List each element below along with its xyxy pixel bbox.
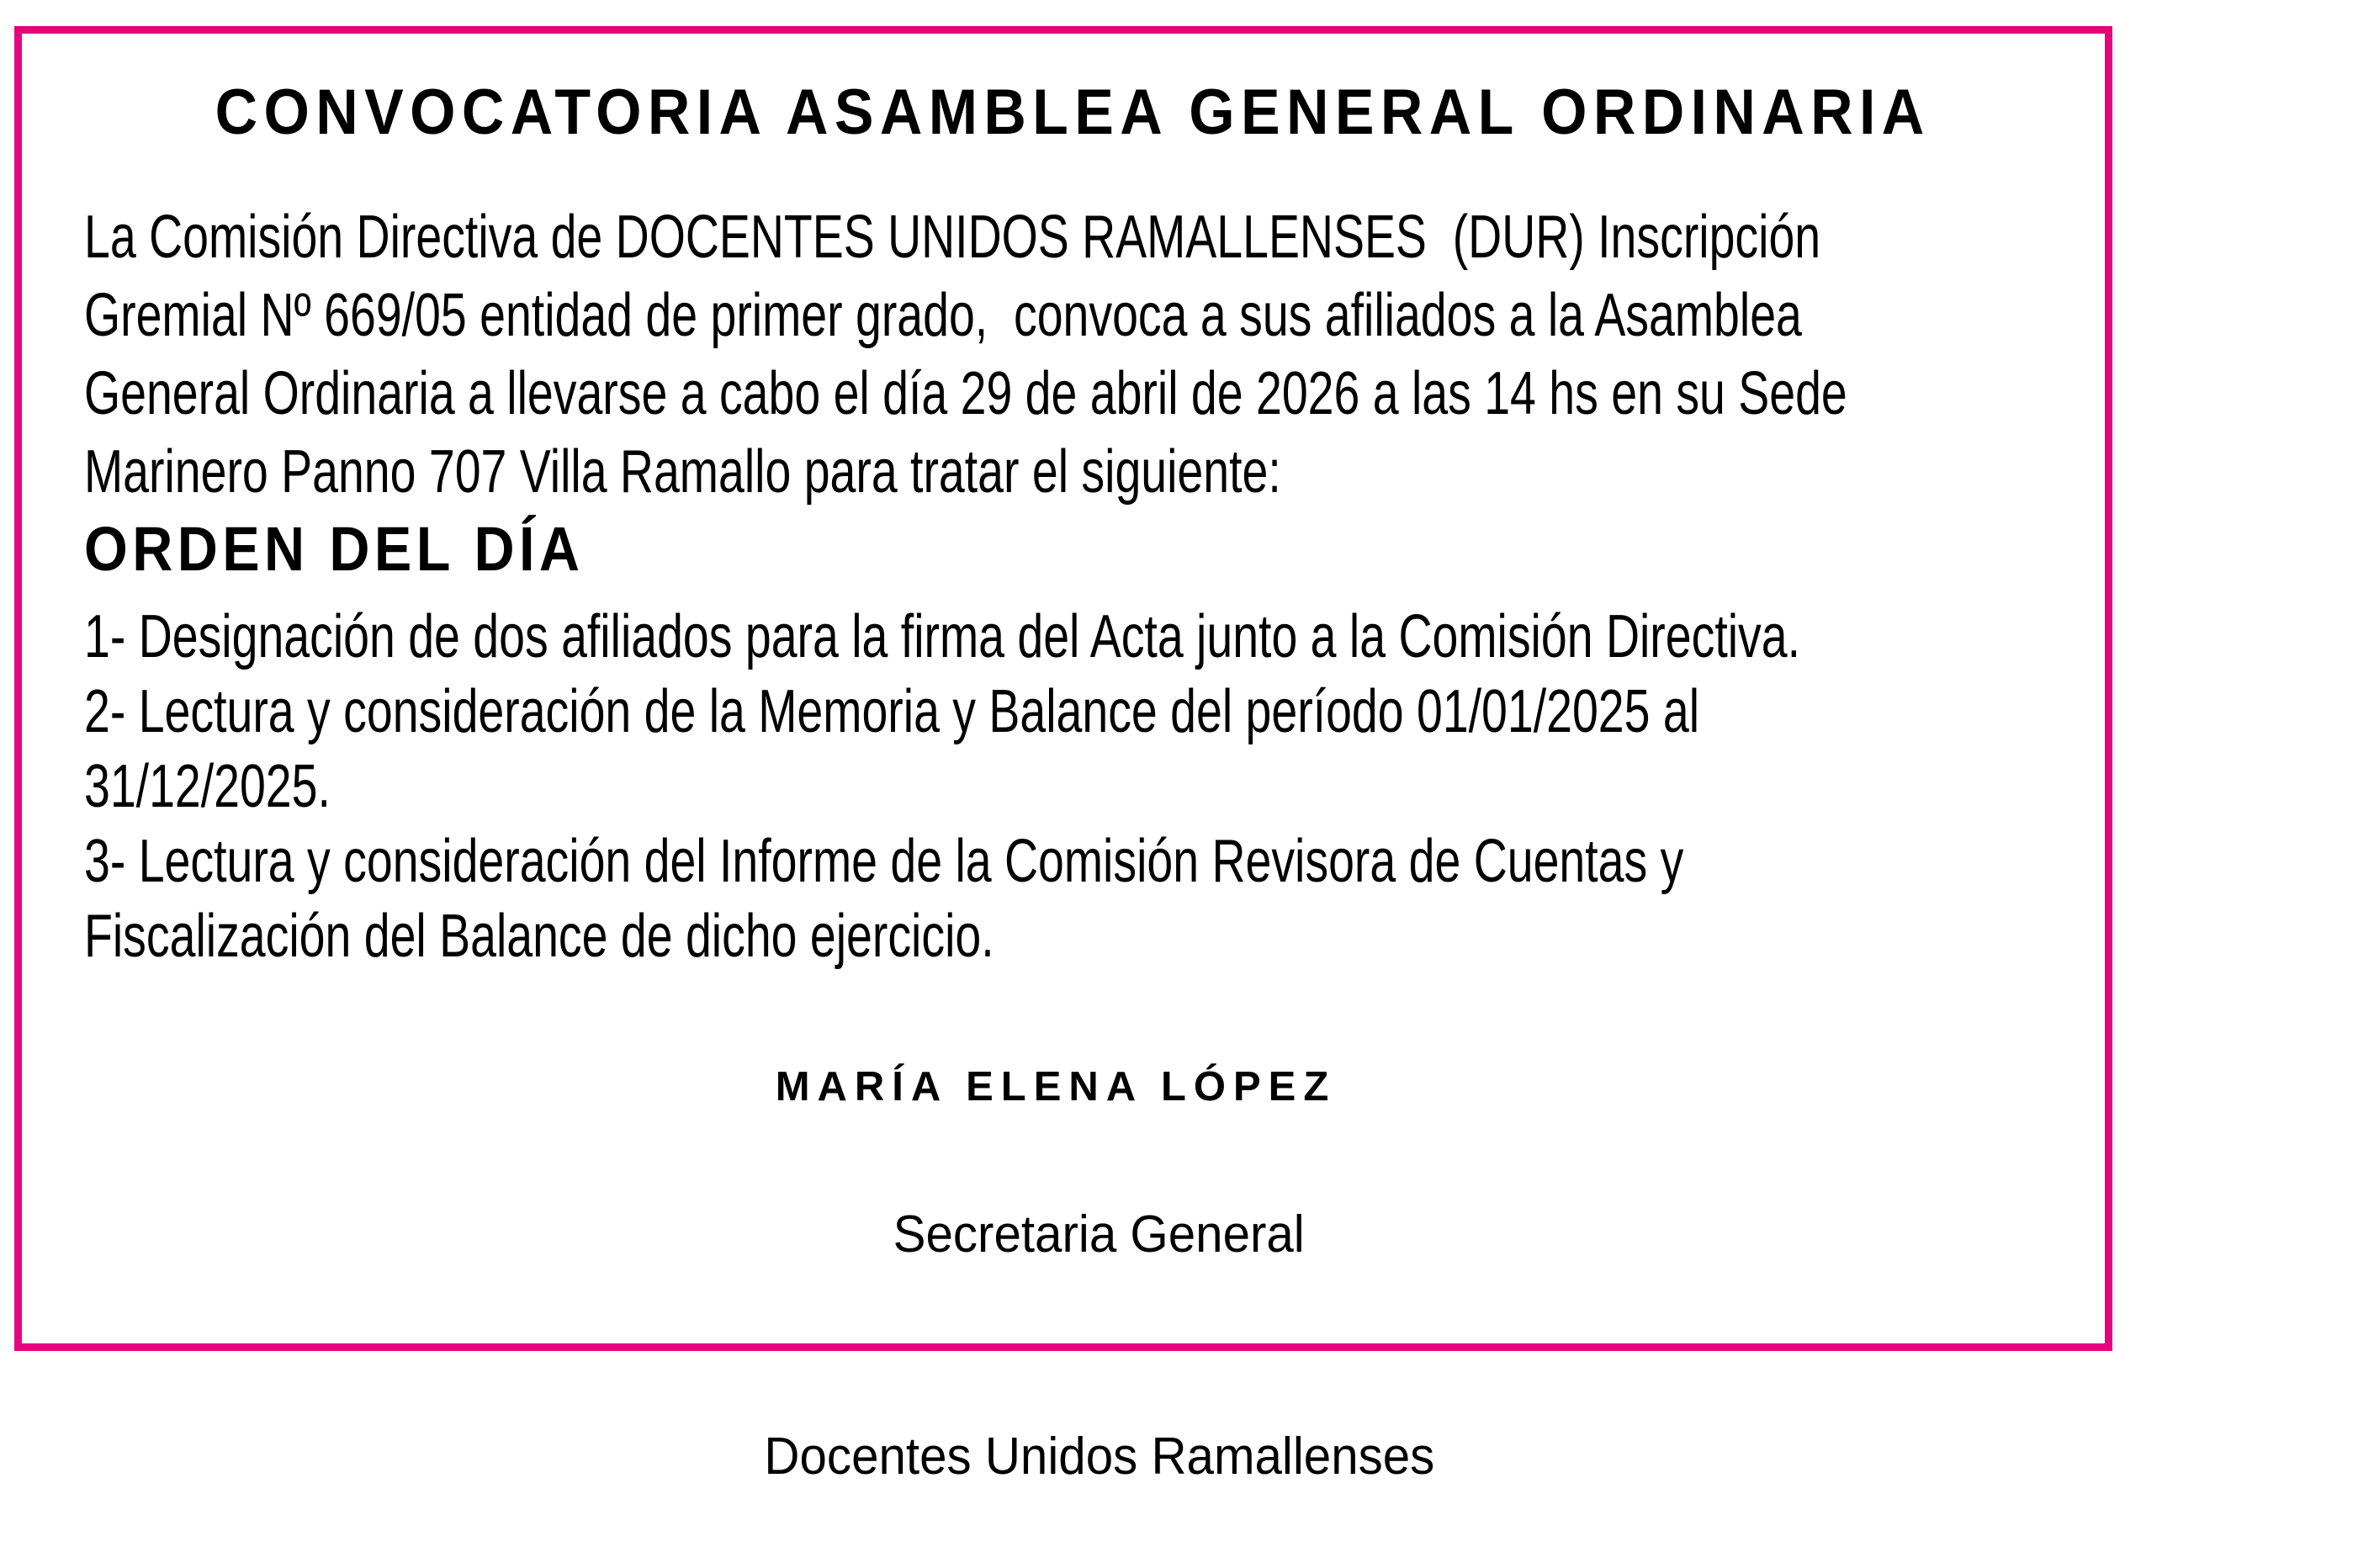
- agenda-heading-text: ORDEN DEL DÍA: [84, 514, 585, 584]
- intro-line: La Comisión Directiva de DOCENTES UNIDOS RAMALLENSES (DUR) Inscripción: [84, 204, 1821, 271]
- agenda-list: [84, 600, 2313, 974]
- agenda-item-line: 31/12/2025.: [84, 753, 331, 820]
- signature-organization: [22, 1346, 2090, 1568]
- intro-line: General Ordinaria a llevarse a cabo el día 29 de abril de 2026 a las 14 hs en su Sede: [84, 360, 1847, 427]
- signature-organization-text: Docentes Unidos Ramallenses: [764, 1428, 1435, 1486]
- notice-title: [50, 77, 2095, 148]
- intro-paragraph: [84, 199, 2374, 511]
- agenda-item-line: 3- Lectura y consideración del Informe de la Comisión Revisora de Cuentas y: [84, 828, 1684, 895]
- agenda-item-line: Fiscalización del Balance de dicho ejercicio.: [84, 903, 994, 970]
- agenda-item-line: 1- Designación de dos afiliados para la firma del Acta junto a la Comisión Directiva.: [84, 603, 1800, 670]
- intro-line: Gremial Nº 669/05 entidad de primer grado, convoca a sus afiliados a la Asamblea: [84, 282, 1802, 349]
- agenda-item-line: 2- Lectura y consideración de la Memoria y Balance del período 01/01/2025 al: [84, 678, 1700, 745]
- intro-line: Marinero Panno 707 Villa Ramallo para tratar el siguiente:: [84, 438, 1281, 506]
- agenda-heading: [84, 514, 639, 584]
- signature-block: [22, 1050, 2090, 1568]
- signature-role-text: Secretaria General: [893, 1205, 1306, 1263]
- signature-role: [22, 1124, 2090, 1346]
- notice-title-text: CONVOCATORIA ASAMBLEA GENERAL ORDINARIA: [215, 77, 1931, 148]
- signature-name: MARÍA ELENA LÓPEZ: [775, 1064, 1337, 1110]
